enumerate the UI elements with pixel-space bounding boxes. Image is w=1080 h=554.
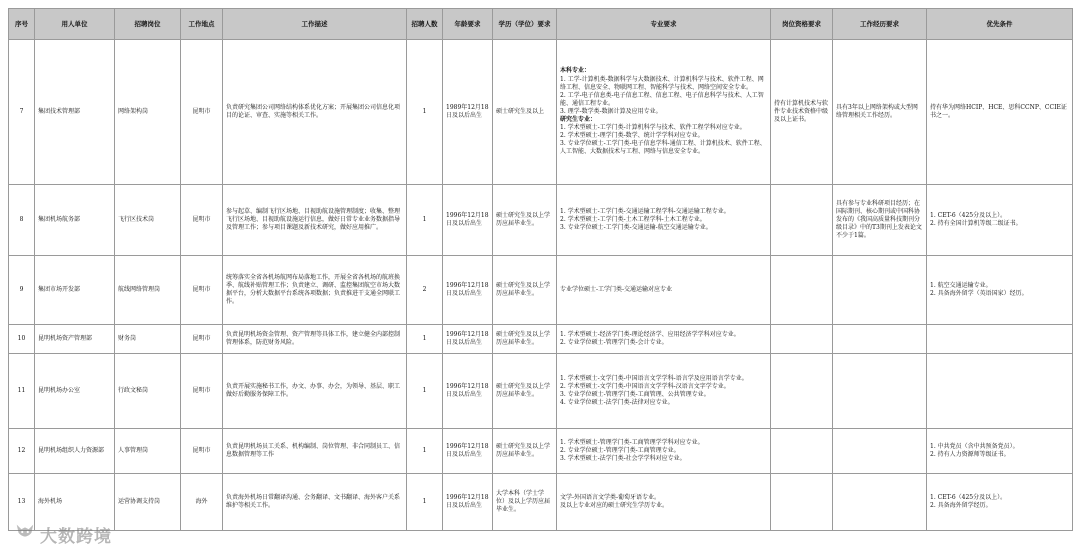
table-row xyxy=(9,354,1073,429)
cell-qualification xyxy=(771,474,833,531)
header-cell-experience: 工作经历要求 xyxy=(833,9,927,40)
cell-experience: 具有3年以上网络架构或大型网络管理相关工作经历。 xyxy=(833,40,927,185)
header-cell-qualification: 岗位资格要求 xyxy=(771,9,833,40)
cell-unit: 昆明机场办公室 xyxy=(35,354,115,429)
header-cell-unit: 用人单位 xyxy=(35,9,115,40)
major-line: 2. 学术型硕士-理学门类-数学、统计学学科对应专业。 xyxy=(560,132,704,140)
cell-qualification: 持有计算机技术与软件专业技术资格中级及以上证书。 xyxy=(771,40,833,185)
cell-education: 硕士研究生及以上 xyxy=(493,40,557,185)
cell-qualification xyxy=(771,354,833,429)
cell-education: 硕士研究生及以上学历应届毕业生。 xyxy=(493,354,557,429)
cell-location: 海外 xyxy=(181,474,223,531)
cell-major xyxy=(557,354,771,429)
major-line: 3. 专业学位硕士-管理学门类-工商管理、公共管理专业。 xyxy=(560,391,710,398)
cell-experience xyxy=(833,429,927,474)
cell-priority xyxy=(927,325,1073,354)
recruitment-table xyxy=(8,8,1073,531)
cell-age: 1989年12月18日及以后出生 xyxy=(443,40,493,185)
cell-major xyxy=(557,256,771,325)
table-row xyxy=(9,185,1073,256)
table-row xyxy=(9,256,1073,325)
cell-location: 昆明市 xyxy=(181,185,223,256)
cell-position: 人事管理岗 xyxy=(115,429,181,474)
cell-unit: 集团市场开发部 xyxy=(35,256,115,325)
cell-count: 2 xyxy=(407,256,443,325)
cell-priority: 1. CET-6（425分及以上）。 2. 具备海外留学经历。 xyxy=(927,474,1073,531)
cell-education: 硕士研究生及以上学历应届毕业生。 xyxy=(493,185,557,256)
cell-description: 负责昆明机场资金管理、资产管理等具体工作，建立健全内部控制管理体系，防范财务风险。 xyxy=(223,325,407,354)
major-line: 及以上专业对应的硕士研究生学历专业。 xyxy=(560,502,669,509)
cell-age: 1996年12月18日及以后出生 xyxy=(443,256,493,325)
cell-qualification xyxy=(771,256,833,325)
header-cell-location: 工作地点 xyxy=(181,9,223,40)
cell-age: 1996年12月18日及以后出生 xyxy=(443,325,493,354)
cell-count: 1 xyxy=(407,40,443,185)
cell-position: 运营协调支持岗 xyxy=(115,474,181,531)
cell-qualification xyxy=(771,325,833,354)
cell-description: 统筹落实全省各机场航网布局落地工作，开展全省各机场的航班换季、航线补贴管理工作；负责建立、调研、监控集团航空市场大数据平台，分析大数据平台系统各项数据；负责推进干支通全网联工作。 xyxy=(223,256,407,325)
cell-description: 负责海外机场日常翻译沟通、会务翻译、文书翻译、海外客户关系维护等相关工作。 xyxy=(223,474,407,531)
cell-major xyxy=(557,40,771,185)
cell-unit: 集团机场航务部 xyxy=(35,185,115,256)
cell-priority: 1. 中共党员（含中共预备党员）。 2. 持有人力资源师等级证书。 xyxy=(927,429,1073,474)
major-line: 3. 专业学位硕士-工学门类-交通运输-航空交通运输专业。 xyxy=(560,224,712,232)
cell-major xyxy=(557,429,771,474)
cell-priority: 持有华为网络HCIP、HCE、思科CCNP、CCIE证书之一。 xyxy=(927,40,1073,185)
cell-position: 航线网络管理岗 xyxy=(115,256,181,325)
major-line: 1. 学术型硕士-工学门类-计算机科学与技术、软件工程学科对应专业。 xyxy=(560,124,746,132)
cell-experience xyxy=(833,354,927,429)
header-row xyxy=(9,9,1073,40)
cell-education: 硕士研究生及以上学历应届毕业生。 xyxy=(493,256,557,325)
major-line: 3. 理学-数学类-数据计算及应用专业。 xyxy=(560,107,662,115)
major-line: 4. 专业学位硕士-法学门类-法律对应专业。 xyxy=(560,399,674,407)
major-line: 2. 学术型硕士-文学门类-中国语言文学学科-汉语言文字学专业。 xyxy=(560,382,730,390)
table-row xyxy=(9,325,1073,354)
cell-experience xyxy=(833,256,927,325)
cell-experience: 具有参与专业科研项目经历；在国际期刊、核心期刊或中国科协发布的《我国高质量科技期刊分级目录》中的T3期刊上发表论文不少于1篇。 xyxy=(833,185,927,256)
cell-position: 行政文秘岗 xyxy=(115,354,181,429)
cell-description: 参与起草、编制飞行区场地、目视助航设施管理制度；收集、整理飞行区场地、目视助航设施运行信息，做好日常专业业务数据指导及管理工作；参与项目课题及新技术研究，做好应用推广。 xyxy=(223,185,407,256)
cell-experience xyxy=(833,325,927,354)
cell-education: 硕士研究生及以上学历应届毕业生。 xyxy=(493,429,557,474)
cell-age: 1996年12月18日及以后出生 xyxy=(443,429,493,474)
major-line: 2. 专业学位硕士-管理学门类-会计专业。 xyxy=(560,339,668,346)
cell-no: 8 xyxy=(9,185,35,256)
cell-count: 1 xyxy=(407,474,443,531)
cell-major xyxy=(557,185,771,256)
cell-unit: 海外机场 xyxy=(35,474,115,531)
cell-count: 1 xyxy=(407,185,443,256)
header-cell-position: 招聘岗位 xyxy=(115,9,181,40)
major-line: 2. 工学-电子信息类-电子信息工程、信息工程、电子信息科学与技术、人工智能、通信工程专业。 xyxy=(560,91,764,107)
cell-unit: 集团技术管理部 xyxy=(35,40,115,185)
cell-location: 昆明市 xyxy=(181,40,223,185)
cell-major xyxy=(557,474,771,531)
cell-count: 1 xyxy=(407,354,443,429)
header-cell-major: 专业要求 xyxy=(557,9,771,40)
header-cell-age: 年龄要求 xyxy=(443,9,493,40)
major-line: 1. 学术型硕士-管理学门类-工商管理学学科对应专业。 xyxy=(560,438,704,446)
major-line: 本科专业： xyxy=(560,67,591,75)
fox-logo-icon xyxy=(14,521,36,548)
cell-count: 1 xyxy=(407,325,443,354)
cell-location: 昆明市 xyxy=(181,354,223,429)
watermark-text: 大数跨境 xyxy=(40,527,112,547)
header-cell-education: 学历（学位）要求 xyxy=(493,9,557,40)
cell-no: 11 xyxy=(9,354,35,429)
major-line: 3. 学术型硕士-法学门类-社会学学科对应专业。 xyxy=(560,455,686,463)
cell-no: 7 xyxy=(9,40,35,185)
cell-priority: 1. 航空交通运输专业。 2. 具备海外留学（英语国家）经历。 xyxy=(927,256,1073,325)
major-line: 1. 学术型硕士-文学门类-中国语言文学学科-语言学及应用语言学专业。 xyxy=(560,374,748,382)
cell-no: 13 xyxy=(9,474,35,531)
header-cell-count: 招聘人数 xyxy=(407,9,443,40)
cell-location: 昆明市 xyxy=(181,325,223,354)
cell-qualification xyxy=(771,185,833,256)
cell-experience xyxy=(833,474,927,531)
table-row xyxy=(9,429,1073,474)
cell-qualification xyxy=(771,429,833,474)
cell-education: 大学本科（学士学位）及以上学历应届毕业生。 xyxy=(493,474,557,531)
cell-age: 1996年12月18日及以后出生 xyxy=(443,354,493,429)
header-cell-description: 工作描述 xyxy=(223,9,407,40)
cell-description: 负责昆明机场员工关系、机构编制、岗位管理、非合同制员工、信息数据管理等工作 xyxy=(223,429,407,474)
cell-location: 昆明市 xyxy=(181,429,223,474)
major-line: 3. 专业学位硕士-工学门类-电子信息学科-通信工程、计算机技术、软件工程、人工智能、大数据技术与工程、网络与信息安全专业。 xyxy=(560,140,766,156)
major-line: 2. 专业学位硕士-管理学门类-工商管理专业。 xyxy=(560,446,680,454)
major-line: 1. 工学-计算机类-数据科学与大数据技术、计算机科学与技术、软件工程、网络工程、信息安全、物联网工程、智能科学与技术、网络空间安全专业。 xyxy=(560,75,764,91)
watermark xyxy=(14,521,112,548)
major-line: 研究生专业： xyxy=(560,116,597,124)
cell-no: 9 xyxy=(9,256,35,325)
header-cell-priority: 优先条件 xyxy=(927,9,1073,40)
major-line: 2. 学术型硕士-工学门类-土木工程学科-土木工程专业。 xyxy=(560,215,706,223)
cell-age: 1996年12月18日及以后出生 xyxy=(443,185,493,256)
major-line: 1. 学术型硕士-工学门类-交通运输工程学科-交通运输工程专业。 xyxy=(560,207,730,215)
table-row xyxy=(9,474,1073,531)
cell-priority: 1. CET-6（425分及以上）。 2. 持有全国计算机等级二级证书。 xyxy=(927,185,1073,256)
cell-position: 财务岗 xyxy=(115,325,181,354)
cell-unit: 昆明机场资产管理部 xyxy=(35,325,115,354)
recruitment-sheet xyxy=(8,8,1072,531)
major-line: 文学-外国语言文学类-葡萄牙语专业。 xyxy=(560,493,661,501)
major-line: 专业学位硕士-工学门类-交通运输对应专业 xyxy=(560,285,673,293)
major-line: 1. 学术型硕士-经济学门类-理论经济学、应用经济学学科对应专业。 xyxy=(560,330,740,338)
cell-age: 1996年12月18日及以后出生 xyxy=(443,474,493,531)
cell-unit: 昆明机场组织人力资源部 xyxy=(35,429,115,474)
cell-count: 1 xyxy=(407,429,443,474)
cell-major xyxy=(557,325,771,354)
cell-position: 网络架构岗 xyxy=(115,40,181,185)
cell-no: 10 xyxy=(9,325,35,354)
cell-education: 硕士研究生及以上学历应届毕业生。 xyxy=(493,325,557,354)
cell-priority xyxy=(927,354,1073,429)
cell-description: 负责开展实施秘书工作，办文、办事、办会，为领导、基层、职工做好后勤服务保障工作。 xyxy=(223,354,407,429)
cell-position: 飞行区技术岗 xyxy=(115,185,181,256)
header-cell-no: 序号 xyxy=(9,9,35,40)
cell-location: 昆明市 xyxy=(181,256,223,325)
cell-description: 负责研究集团公司网络结构体系优化方案；开展集团公司信息化项目的论证、审查、实施等相关工作。 xyxy=(223,40,407,185)
table-row xyxy=(9,40,1073,185)
cell-no: 12 xyxy=(9,429,35,474)
